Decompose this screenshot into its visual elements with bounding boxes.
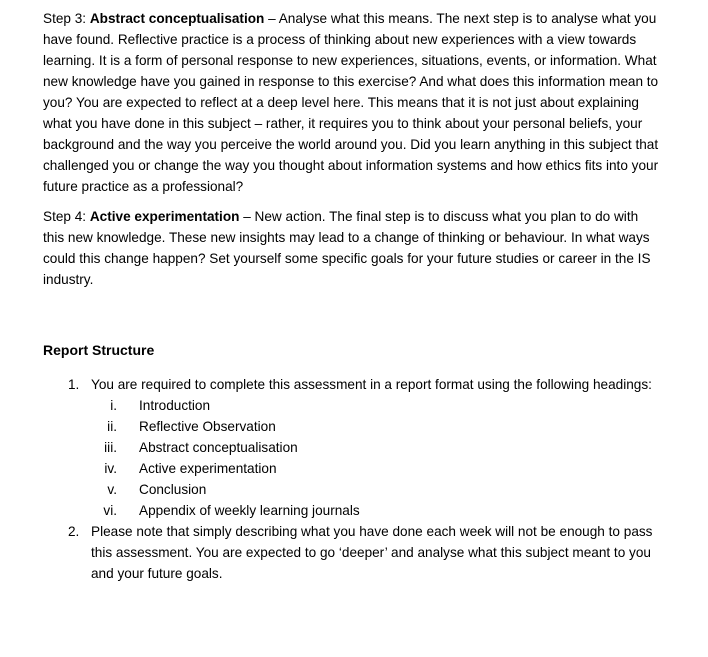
sublist-item xyxy=(91,395,663,416)
list-item-number: 1. xyxy=(68,377,80,392)
sublist-item-text: Reflective Observation xyxy=(139,419,276,434)
sublist-item xyxy=(91,416,663,437)
list-item-text: Please note that simply describing what you have done each week will not be enough to pass this assessment. You are expected to go ‘deeper’ and analyse what this subject meant to you and your future goals. xyxy=(91,524,653,581)
step4-paragraph xyxy=(43,206,663,290)
step3-title: Abstract conceptualisation xyxy=(89,11,265,26)
step3-paragraph xyxy=(43,8,663,197)
sublist-item-number: iii. xyxy=(104,440,117,455)
sublist-item-number: v. xyxy=(107,482,117,497)
report-structure-list xyxy=(43,374,663,584)
step3-prefix: Step 3: xyxy=(43,11,90,26)
sublist-item-number: ii. xyxy=(107,419,117,434)
list-item xyxy=(43,374,663,521)
step4-prefix: Step 4: xyxy=(43,209,90,224)
step4-body: – New action. The final step is to discuss what you plan to do with this new knowledge. These new insights may lead to a change of thinking or behaviour. In what ways could this change happen? Set yourself some specific goals for your future studies or career in the IS industry. xyxy=(43,209,651,287)
headings-sublist xyxy=(91,395,663,521)
sublist-item-number: iv. xyxy=(104,461,117,476)
sublist-item xyxy=(91,437,663,458)
sublist-item-text: Conclusion xyxy=(139,482,207,497)
step4-title: Active experimentation xyxy=(89,209,240,224)
report-structure-heading: Report Structure xyxy=(43,342,155,358)
sublist-item-text: Introduction xyxy=(139,398,211,413)
sublist-item xyxy=(91,479,663,500)
sublist-item xyxy=(91,500,663,521)
list-item-number: 2. xyxy=(68,524,80,539)
sublist-item-text: Abstract conceptualisation xyxy=(139,440,298,455)
sublist-item-number: i. xyxy=(110,398,117,413)
sublist-item-text: Appendix of weekly learning journals xyxy=(139,503,360,518)
sublist-item-text: Active experimentation xyxy=(139,461,277,476)
list-item-text: You are required to complete this assessment in a report format using the following headings: xyxy=(91,377,652,392)
sublist-item-number: vi. xyxy=(103,503,117,518)
step3-body: – Analyse what this means. The next step is to analyse what you have found. Reflective practice is a process of thinking about new experiences with a view towards learning. It is a form of personal response to new experiences, situations, events, or information. What new knowledge have you gained in response to this exercise? And what does this information mean to you? You are expected to reflect at a deep level here. This means that it is not just about explaining what you have done in this subject – rather, it requires you to think about your personal beliefs, your background and the way you perceive the world around you. Did you learn anything in this subject that challenged you or change the way you thought about information systems and how ethics fits into your future practice as a professional? xyxy=(43,11,659,194)
list-item xyxy=(43,521,663,584)
sublist-item xyxy=(91,458,663,479)
